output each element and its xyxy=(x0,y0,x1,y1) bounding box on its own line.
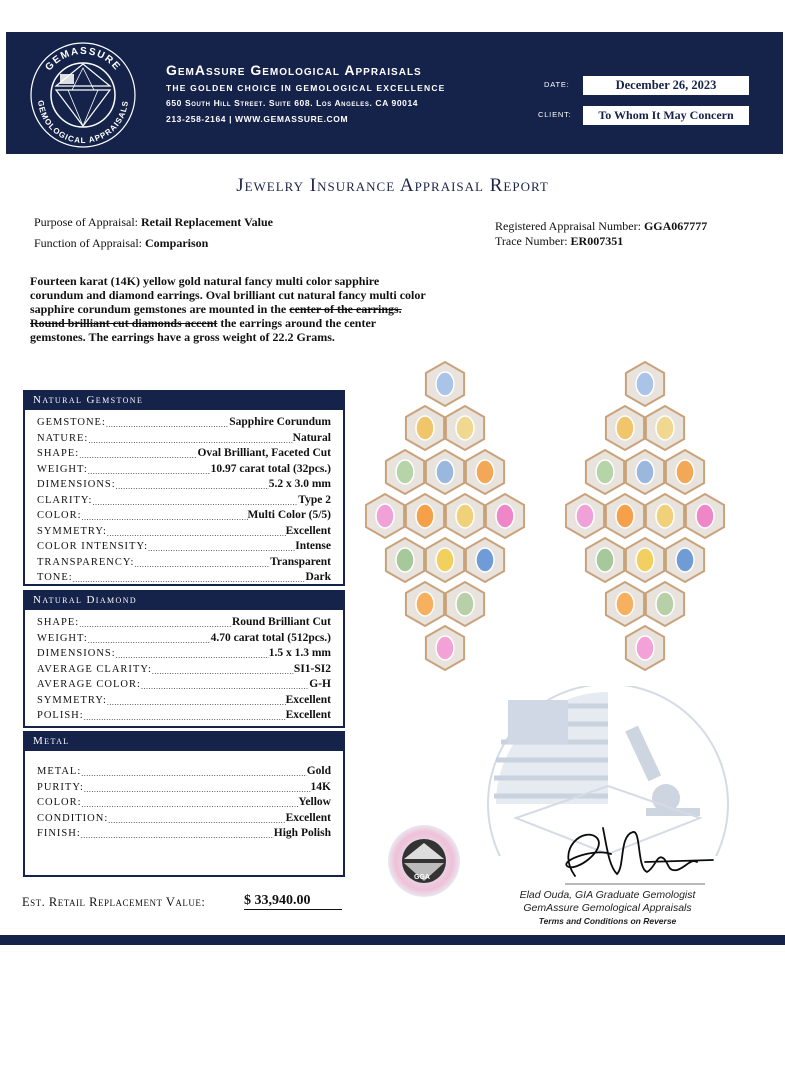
diamond-row xyxy=(37,632,331,648)
diamond-row-label: POLISH: xyxy=(37,710,84,721)
hologram-sticker-image xyxy=(386,823,462,899)
handwritten-signature xyxy=(545,818,715,890)
metal-row-value: Yellow xyxy=(298,796,331,808)
gemstone-row-value: Sapphire Corundum xyxy=(229,416,331,428)
brand-block xyxy=(166,62,446,124)
gemstone-row xyxy=(37,525,331,541)
function-line xyxy=(34,236,208,251)
sapphire-gem xyxy=(636,372,654,396)
gemstone-row-value: 5.2 x 3.0 mm xyxy=(268,478,331,490)
leader-dots xyxy=(79,447,197,463)
gemstone-row-value: Excellent xyxy=(285,524,331,537)
registered-value: GGA067777 xyxy=(643,219,708,233)
trace-label: Trace Number: xyxy=(495,234,568,248)
signature-company: GemAssure Gemological Appraisals xyxy=(523,902,692,914)
metal-row xyxy=(37,812,331,828)
leader-dots xyxy=(88,432,292,448)
registered-label: Registered Appraisal Number: xyxy=(495,219,641,233)
sapphire-gem xyxy=(436,372,454,396)
gemstone-row xyxy=(37,509,331,525)
sapphire-gem xyxy=(436,460,454,484)
leader-dots xyxy=(116,478,269,494)
leader-dots xyxy=(81,765,306,781)
purpose-line xyxy=(34,215,273,230)
sapphire-gem xyxy=(676,460,694,484)
gemstone-row xyxy=(37,494,331,510)
metal-row xyxy=(37,781,331,797)
gemstone-row-value: 10.97 carat total (32pcs.) xyxy=(210,462,331,475)
leader-dots xyxy=(73,571,306,587)
gemstone-row-value: Oval Brilliant, Faceted Cut xyxy=(197,447,331,459)
diamond-row-value: G-H xyxy=(309,678,331,690)
sapphire-gem xyxy=(676,548,694,572)
gemstone-row-value: Intense xyxy=(295,540,331,552)
diamond-row-label: DIMENSIONS: xyxy=(37,648,116,659)
gemstone-row xyxy=(37,432,331,448)
metal-row-label: METAL: xyxy=(37,766,82,777)
metal-row-value: High Polish xyxy=(273,827,331,839)
function-value: Comparison xyxy=(145,236,209,250)
diamond-row-value: Round Brilliant Cut xyxy=(231,616,331,628)
purpose-value: Retail Replacement Value xyxy=(141,215,273,229)
company-address: 650 South Hill Street. Suite 608. Los Angeles. CA 90014 xyxy=(166,98,419,108)
diamond-row-value: 1.5 x 1.3 mm xyxy=(268,647,331,659)
diamond-row-label: SHAPE: xyxy=(37,617,80,628)
leader-dots xyxy=(107,694,286,710)
leader-dots xyxy=(88,632,211,648)
earring-right-image xyxy=(565,360,725,680)
sapphire-gem xyxy=(616,416,634,440)
gemstone-row-value: Type 2 xyxy=(298,493,331,506)
leader-dots xyxy=(108,812,285,828)
description-part-1: Fourteen karat (14K) yellow gold natural fancy multi color sapphire corundum and diamond earrings. Oval brilliant cut natural fancy multi color sapphire corundum gemstones are mounted in the xyxy=(30,274,426,316)
metal-row-value: 14K xyxy=(310,780,331,793)
date-label: DATE: xyxy=(544,80,570,89)
gemstone-row-value: Transparent xyxy=(270,555,331,568)
gemstone-row-label: COLOR: xyxy=(37,510,82,521)
gemstone-row xyxy=(37,556,331,572)
estimate-label: Est. Retail Replacement Value: xyxy=(22,895,206,909)
description-part-2: the earrings around the center gemstones. The earrings have a gross weight of 22.2 Grams. xyxy=(30,316,376,344)
metal-row xyxy=(37,796,331,812)
purpose-label: Purpose of Appraisal: xyxy=(34,215,138,229)
sapphire-gem xyxy=(616,592,634,616)
gemstone-row xyxy=(37,478,331,494)
leader-dots xyxy=(81,827,274,843)
diamond-row xyxy=(37,678,331,694)
sapphire-gem xyxy=(696,504,714,528)
diamond-panel xyxy=(23,590,345,728)
gemstone-row xyxy=(37,463,331,479)
gemassure-seal-logo xyxy=(28,40,138,150)
function-label: Function of Appraisal: xyxy=(34,236,142,250)
sapphire-gem xyxy=(596,460,614,484)
header-band xyxy=(6,32,783,154)
leader-dots xyxy=(84,709,286,725)
metal-panel xyxy=(23,731,345,877)
gemstone-heading: Natural Gemstone xyxy=(25,392,343,410)
gemstone-row-label: GEMSTONE: xyxy=(37,417,106,428)
sapphire-gem xyxy=(576,504,594,528)
metal-row xyxy=(37,765,331,781)
company-contact: 213-258-2164 | WWW.GEMASSURE.COM xyxy=(166,114,349,124)
leader-dots xyxy=(148,540,295,556)
earring-left-image xyxy=(365,360,525,680)
svg-text:GGA: GGA xyxy=(414,874,430,881)
sapphire-gem xyxy=(376,504,394,528)
gemstone-row xyxy=(37,571,331,587)
client-label: CLIENT: xyxy=(538,110,572,119)
sapphire-gem xyxy=(596,548,614,572)
metal-row-value: Excellent xyxy=(285,811,331,824)
gemstone-row-label: TRANSPARENCY: xyxy=(37,556,135,568)
metal-row-value: Gold xyxy=(306,765,331,777)
diamond-row-value: Excellent xyxy=(285,709,331,721)
sapphire-gem xyxy=(456,504,474,528)
client-field: To Whom It May Concern xyxy=(583,106,749,125)
registered-line xyxy=(495,219,707,234)
gemstone-row xyxy=(37,540,331,556)
gemstone-row-label: CLARITY: xyxy=(37,494,93,506)
gemstone-row-label: WEIGHT: xyxy=(37,463,88,475)
sapphire-gem xyxy=(656,416,674,440)
svg-text:GEMOLOGICAL APPRAISALS: GEMOLOGICAL APPRAISALS xyxy=(35,99,131,146)
metal-row-label: FINISH: xyxy=(37,828,81,839)
gemstone-row-label: COLOR INTENSITY: xyxy=(37,541,148,552)
diamond-row-value: Excellent xyxy=(285,693,331,706)
sapphire-gem xyxy=(416,592,434,616)
leader-dots xyxy=(82,509,248,525)
gemstone-row-label: SHAPE: xyxy=(37,448,80,459)
diamond-row xyxy=(37,647,331,663)
sapphire-gem xyxy=(476,548,494,572)
gemstone-row-value: Dark xyxy=(305,571,331,583)
company-tagline: THE GOLDEN CHOICE IN GEMOLOGICAL EXCELLENCE xyxy=(166,83,446,93)
metal-rows xyxy=(25,751,343,849)
leader-dots xyxy=(141,678,309,694)
sapphire-gem xyxy=(456,416,474,440)
gemstone-rows xyxy=(25,410,343,593)
signature-block xyxy=(470,889,745,928)
trace-line xyxy=(495,234,623,249)
trace-value: ER007351 xyxy=(570,234,624,248)
sapphire-gem xyxy=(476,460,494,484)
sapphire-gem xyxy=(396,460,414,484)
gemstone-row-label: DIMENSIONS: xyxy=(37,479,116,490)
leader-dots xyxy=(152,663,294,679)
diamond-row xyxy=(37,616,331,632)
gemstone-row-label: NATURE: xyxy=(37,432,89,444)
leader-dots xyxy=(134,556,270,572)
sapphire-gem xyxy=(656,504,674,528)
diamond-row xyxy=(37,709,331,725)
gemstone-row-label: TONE: xyxy=(37,572,73,583)
diamond-heading: Natural Diamond xyxy=(25,592,343,610)
date-field: December 26, 2023 xyxy=(583,76,749,95)
metal-row-label: COLOR: xyxy=(37,797,82,808)
gemstone-row xyxy=(37,447,331,463)
gemologist-name: Elad Ouda, GIA Graduate Gemologist xyxy=(519,889,696,901)
sapphire-gem xyxy=(456,592,474,616)
sapphire-gem xyxy=(636,548,654,572)
leader-dots xyxy=(82,796,299,812)
diamond-rows xyxy=(25,610,343,731)
leader-dots xyxy=(88,463,211,479)
metal-row xyxy=(37,827,331,843)
svg-text:GEMASSURE: GEMASSURE xyxy=(43,45,123,74)
diamond-row-value: 4.70 carat total (512pcs.) xyxy=(210,631,331,644)
leader-dots xyxy=(79,616,232,632)
estimate-value: $ 33,940.00 xyxy=(244,893,342,910)
gemstone-row-label: SYMMETRY: xyxy=(37,525,107,537)
sapphire-gem xyxy=(656,592,674,616)
leader-dots xyxy=(92,494,298,510)
metal-heading: Metal xyxy=(25,733,343,751)
gemstone-row-value: Natural xyxy=(292,431,331,444)
item-description xyxy=(30,274,430,344)
sapphire-gem xyxy=(416,416,434,440)
leader-dots xyxy=(116,647,269,663)
metal-row-label: PURITY: xyxy=(37,781,84,793)
diamond-row-label: SYMMETRY: xyxy=(37,694,107,706)
sapphire-gem xyxy=(416,504,434,528)
sapphire-gem xyxy=(436,636,454,660)
sapphire-gem xyxy=(636,636,654,660)
gemstone-row xyxy=(37,416,331,432)
metal-row-label: CONDITION: xyxy=(37,812,109,824)
leader-dots xyxy=(107,525,286,541)
sapphire-gem xyxy=(616,504,634,528)
leader-dots xyxy=(84,781,311,797)
sapphire-gem xyxy=(496,504,514,528)
footer-bar xyxy=(0,935,785,945)
sapphire-gem xyxy=(396,548,414,572)
gemstone-row-value: Multi Color (5/5) xyxy=(247,509,331,521)
diamond-row-label: AVERAGE COLOR: xyxy=(37,679,141,690)
sapphire-gem xyxy=(436,548,454,572)
diamond-row-label: AVERAGE CLARITY: xyxy=(37,663,152,675)
diamond-row-label: WEIGHT: xyxy=(37,632,88,644)
leader-dots xyxy=(106,416,229,432)
diamond-row xyxy=(37,694,331,710)
report-title: Jewelry Insurance Appraisal Report xyxy=(236,175,549,196)
diamond-row-value: SI1-SI2 xyxy=(293,662,331,675)
diamond-row xyxy=(37,663,331,679)
terms-note: Terms and Conditions on Reverse xyxy=(538,916,677,926)
gemstone-panel xyxy=(23,390,345,586)
description-struck-text: center of the earrings. Round brilliant cut diamonds accent xyxy=(30,302,402,330)
company-name: GemAssure Gemological Appraisals xyxy=(166,62,422,78)
sapphire-gem xyxy=(636,460,654,484)
